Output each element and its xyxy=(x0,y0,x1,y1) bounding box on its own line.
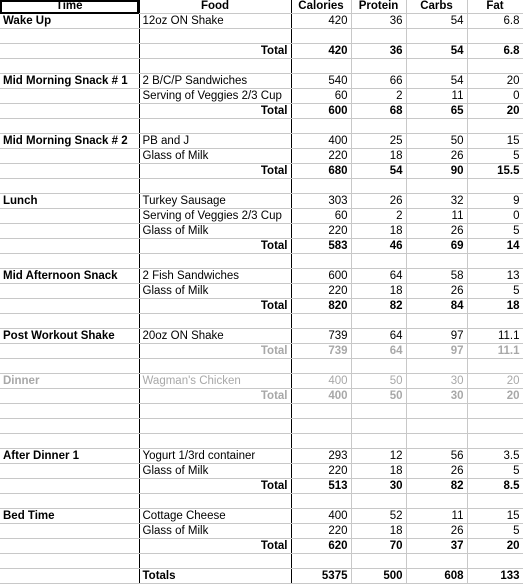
cell-carbs[interactable]: 26 xyxy=(406,284,467,299)
cell-calories[interactable]: 220 xyxy=(291,464,351,479)
cell-fat[interactable]: 15 xyxy=(467,509,523,524)
cell-fat[interactable] xyxy=(467,119,523,134)
cell-protein[interactable]: 18 xyxy=(351,464,406,479)
cell-calories[interactable] xyxy=(291,119,351,134)
cell-food[interactable]: Total xyxy=(139,389,291,404)
cell-calories[interactable] xyxy=(291,434,351,449)
cell-time[interactable] xyxy=(0,524,139,539)
cell-fat[interactable] xyxy=(467,419,523,434)
cell-food[interactable]: Total xyxy=(139,44,291,59)
table-row xyxy=(0,509,523,524)
cell-fat[interactable]: 15.5 xyxy=(467,164,523,179)
cell-carbs[interactable] xyxy=(406,404,467,419)
cell-calories[interactable]: 820 xyxy=(291,299,351,314)
cell-carbs[interactable]: 26 xyxy=(406,464,467,479)
cell-protein[interactable]: 2 xyxy=(351,209,406,224)
cell-calories[interactable]: 583 xyxy=(291,239,351,254)
cell-fat[interactable]: 20 xyxy=(467,539,523,554)
table-row xyxy=(0,434,523,449)
header-cell-food[interactable]: Food xyxy=(139,0,291,14)
cell-calories[interactable]: 220 xyxy=(291,524,351,539)
cell-time[interactable] xyxy=(0,44,139,59)
cell-carbs[interactable]: 30 xyxy=(406,389,467,404)
cell-carbs[interactable] xyxy=(406,254,467,269)
cell-protein[interactable]: 64 xyxy=(351,269,406,284)
cell-fat[interactable] xyxy=(467,434,523,449)
cell-protein[interactable]: 36 xyxy=(351,44,406,59)
cell-calories[interactable]: 220 xyxy=(291,149,351,164)
cell-food[interactable] xyxy=(139,314,291,329)
header-cell-calories[interactable]: Calories xyxy=(291,0,351,14)
cell-time[interactable] xyxy=(0,149,139,164)
cell-protein[interactable] xyxy=(351,314,406,329)
cell-protein[interactable] xyxy=(351,494,406,509)
table-row xyxy=(0,254,523,269)
cell-time[interactable]: Wake Up xyxy=(0,14,139,29)
cell-food[interactable] xyxy=(139,419,291,434)
cell-carbs[interactable] xyxy=(406,314,467,329)
table-row xyxy=(0,224,523,239)
cell-carbs[interactable] xyxy=(406,359,467,374)
cell-protein[interactable]: 64 xyxy=(351,329,406,344)
cell-time[interactable] xyxy=(0,539,139,554)
cell-calories[interactable]: 600 xyxy=(291,104,351,119)
cell-carbs[interactable] xyxy=(406,29,467,44)
cell-carbs[interactable]: 97 xyxy=(406,344,467,359)
cell-fat[interactable] xyxy=(467,494,523,509)
cell-protein[interactable]: 18 xyxy=(351,149,406,164)
table-row xyxy=(0,449,523,464)
grand-total-row xyxy=(0,569,523,584)
cell-calories[interactable] xyxy=(291,404,351,419)
cell-carbs[interactable]: 26 xyxy=(406,224,467,239)
cell-time[interactable] xyxy=(0,119,139,134)
cell-protein[interactable] xyxy=(351,554,406,569)
cell-food[interactable]: Glass of Milk xyxy=(139,524,291,539)
cell-protein[interactable] xyxy=(351,359,406,374)
cell-time[interactable] xyxy=(0,479,139,494)
cell-carbs[interactable]: 11 xyxy=(406,89,467,104)
cell-carbs[interactable]: 30 xyxy=(406,374,467,389)
cell-calories[interactable]: 420 xyxy=(291,14,351,29)
total-row xyxy=(0,344,523,359)
cell-protein[interactable] xyxy=(351,254,406,269)
cell-calories[interactable] xyxy=(291,494,351,509)
cell-calories[interactable]: 303 xyxy=(291,194,351,209)
cell-fat[interactable]: 5 xyxy=(467,149,523,164)
cell-time[interactable]: Lunch xyxy=(0,194,139,209)
header-row xyxy=(0,0,523,14)
cell-carbs[interactable]: 32 xyxy=(406,194,467,209)
cell-food[interactable] xyxy=(139,29,291,44)
cell-calories[interactable]: 680 xyxy=(291,164,351,179)
cell-time[interactable] xyxy=(0,299,139,314)
cell-calories[interactable]: 60 xyxy=(291,209,351,224)
cell-carbs[interactable]: 11 xyxy=(406,509,467,524)
cell-fat[interactable]: 14 xyxy=(467,239,523,254)
cell-fat[interactable]: 0 xyxy=(467,209,523,224)
cell-fat[interactable]: 20 xyxy=(467,104,523,119)
cell-food[interactable]: Total xyxy=(139,539,291,554)
header-cell-fat[interactable]: Fat xyxy=(467,0,523,14)
cell-protein[interactable]: 70 xyxy=(351,539,406,554)
cell-food[interactable] xyxy=(139,59,291,74)
cell-food[interactable]: Total xyxy=(139,299,291,314)
cell-fat[interactable]: 11.1 xyxy=(467,344,523,359)
cell-food[interactable]: Wagman's Chicken xyxy=(139,374,291,389)
cell-calories[interactable] xyxy=(291,359,351,374)
cell-protein[interactable]: 500 xyxy=(351,569,406,584)
table-row xyxy=(0,149,523,164)
cell-calories[interactable]: 293 xyxy=(291,449,351,464)
cell-carbs[interactable]: 56 xyxy=(406,449,467,464)
cell-fat[interactable]: 5 xyxy=(467,464,523,479)
total-row xyxy=(0,389,523,404)
cell-fat[interactable] xyxy=(467,314,523,329)
cell-protein[interactable] xyxy=(351,404,406,419)
cell-food[interactable]: Serving of Veggies 2/3 Cup xyxy=(139,89,291,104)
cell-food[interactable]: Total xyxy=(139,479,291,494)
cell-fat[interactable] xyxy=(467,359,523,374)
cell-carbs[interactable] xyxy=(406,494,467,509)
total-row xyxy=(0,44,523,59)
cell-fat[interactable]: 0 xyxy=(467,89,523,104)
cell-calories[interactable]: 400 xyxy=(291,389,351,404)
cell-food[interactable] xyxy=(139,119,291,134)
cell-carbs[interactable] xyxy=(406,419,467,434)
cell-food[interactable] xyxy=(139,359,291,374)
cell-fat[interactable]: 20 xyxy=(467,389,523,404)
cell-fat[interactable]: 5 xyxy=(467,224,523,239)
cell-protein[interactable]: 30 xyxy=(351,479,406,494)
cell-carbs[interactable] xyxy=(406,434,467,449)
cell-carbs[interactable] xyxy=(406,119,467,134)
cell-fat[interactable]: 13 xyxy=(467,269,523,284)
cell-calories[interactable]: 420 xyxy=(291,44,351,59)
cell-carbs[interactable]: 54 xyxy=(406,74,467,89)
cell-protein[interactable]: 18 xyxy=(351,524,406,539)
cell-food[interactable]: Total xyxy=(139,164,291,179)
cell-carbs[interactable] xyxy=(406,179,467,194)
table-row xyxy=(0,554,523,569)
cell-fat[interactable] xyxy=(467,404,523,419)
cell-calories[interactable]: 220 xyxy=(291,284,351,299)
cell-fat[interactable]: 20 xyxy=(467,374,523,389)
cell-carbs[interactable] xyxy=(406,59,467,74)
table-row xyxy=(0,74,523,89)
cell-calories[interactable] xyxy=(291,419,351,434)
cell-fat[interactable]: 133 xyxy=(467,569,523,584)
cell-time[interactable] xyxy=(0,224,139,239)
cell-food[interactable]: Totals xyxy=(139,569,291,584)
cell-food[interactable]: Glass of Milk xyxy=(139,224,291,239)
cell-time[interactable] xyxy=(0,89,139,104)
cell-calories[interactable] xyxy=(291,59,351,74)
cell-food[interactable] xyxy=(139,179,291,194)
table-row xyxy=(0,179,523,194)
total-row xyxy=(0,539,523,554)
cell-protein[interactable] xyxy=(351,119,406,134)
cell-food[interactable]: Glass of Milk xyxy=(139,149,291,164)
cell-time[interactable] xyxy=(0,239,139,254)
cell-protein[interactable]: 25 xyxy=(351,134,406,149)
cell-calories[interactable]: 600 xyxy=(291,269,351,284)
cell-fat[interactable] xyxy=(467,254,523,269)
cell-food[interactable]: Turkey Sausage xyxy=(139,194,291,209)
cell-protein[interactable] xyxy=(351,434,406,449)
table-row xyxy=(0,29,523,44)
cell-calories[interactable]: 540 xyxy=(291,74,351,89)
cell-fat[interactable]: 9 xyxy=(467,194,523,209)
cell-carbs[interactable]: 50 xyxy=(406,134,467,149)
cell-food[interactable]: Cottage Cheese xyxy=(139,509,291,524)
cell-time[interactable]: Dinner xyxy=(0,374,139,389)
cell-protein[interactable] xyxy=(351,59,406,74)
cell-protein[interactable]: 18 xyxy=(351,224,406,239)
cell-protein[interactable] xyxy=(351,29,406,44)
cell-time[interactable] xyxy=(0,344,139,359)
cell-time[interactable] xyxy=(0,494,139,509)
cell-calories[interactable] xyxy=(291,254,351,269)
header-cell-carbs[interactable]: Carbs xyxy=(406,0,467,14)
cell-protein[interactable]: 18 xyxy=(351,284,406,299)
cell-fat[interactable]: 5 xyxy=(467,284,523,299)
cell-food[interactable] xyxy=(139,254,291,269)
cell-fat[interactable]: 8.5 xyxy=(467,479,523,494)
cell-protein[interactable]: 54 xyxy=(351,164,406,179)
cell-calories[interactable] xyxy=(291,314,351,329)
table-row xyxy=(0,134,523,149)
cell-carbs[interactable]: 65 xyxy=(406,104,467,119)
cell-carbs[interactable]: 54 xyxy=(406,44,467,59)
cell-calories[interactable]: 5375 xyxy=(291,569,351,584)
cell-calories[interactable]: 620 xyxy=(291,539,351,554)
table-row xyxy=(0,419,523,434)
cell-food[interactable] xyxy=(139,554,291,569)
cell-fat[interactable]: 6.8 xyxy=(467,14,523,29)
cell-time[interactable]: After Dinner 1 xyxy=(0,449,139,464)
cell-carbs[interactable] xyxy=(406,554,467,569)
total-row xyxy=(0,164,523,179)
cell-food[interactable]: Glass of Milk xyxy=(139,284,291,299)
table-row xyxy=(0,314,523,329)
cell-protein[interactable]: 50 xyxy=(351,389,406,404)
cell-fat[interactable] xyxy=(467,554,523,569)
cell-calories[interactable]: 220 xyxy=(291,224,351,239)
cell-protein[interactable] xyxy=(351,419,406,434)
cell-carbs[interactable]: 11 xyxy=(406,209,467,224)
cell-time[interactable] xyxy=(0,464,139,479)
cell-protein[interactable]: 50 xyxy=(351,374,406,389)
cell-time[interactable] xyxy=(0,359,139,374)
cell-fat[interactable]: 3.5 xyxy=(467,449,523,464)
total-row xyxy=(0,104,523,119)
cell-food[interactable] xyxy=(139,404,291,419)
cell-food[interactable] xyxy=(139,434,291,449)
cell-time[interactable] xyxy=(0,59,139,74)
cell-protein[interactable]: 52 xyxy=(351,509,406,524)
cell-time[interactable] xyxy=(0,179,139,194)
cell-carbs[interactable]: 26 xyxy=(406,149,467,164)
cell-time[interactable] xyxy=(0,404,139,419)
table-row xyxy=(0,194,523,209)
cell-time[interactable] xyxy=(0,29,139,44)
header-cell-protein[interactable]: Protein xyxy=(351,0,406,14)
table-row xyxy=(0,284,523,299)
cell-carbs[interactable]: 97 xyxy=(406,329,467,344)
cell-calories[interactable]: 739 xyxy=(291,344,351,359)
cell-time[interactable] xyxy=(0,419,139,434)
cell-calories[interactable]: 400 xyxy=(291,134,351,149)
cell-carbs[interactable]: 54 xyxy=(406,14,467,29)
cell-time[interactable] xyxy=(0,284,139,299)
cell-carbs[interactable]: 58 xyxy=(406,269,467,284)
cell-food[interactable]: PB and J xyxy=(139,134,291,149)
cell-carbs[interactable]: 26 xyxy=(406,524,467,539)
cell-time[interactable]: Mid Afternoon Snack xyxy=(0,269,139,284)
cell-time[interactable] xyxy=(0,434,139,449)
cell-fat[interactable] xyxy=(467,59,523,74)
table-row xyxy=(0,89,523,104)
cell-time[interactable]: Post Workout Shake xyxy=(0,329,139,344)
cell-food[interactable]: Glass of Milk xyxy=(139,464,291,479)
cell-fat[interactable]: 15 xyxy=(467,134,523,149)
table-row xyxy=(0,329,523,344)
table-row xyxy=(0,59,523,74)
cell-time[interactable]: Mid Morning Snack # 2 xyxy=(0,134,139,149)
cell-food[interactable]: Total xyxy=(139,104,291,119)
cell-protein[interactable]: 36 xyxy=(351,14,406,29)
cell-carbs[interactable]: 37 xyxy=(406,539,467,554)
cell-calories[interactable]: 739 xyxy=(291,329,351,344)
total-row xyxy=(0,239,523,254)
table-row xyxy=(0,14,523,29)
cell-protein[interactable]: 2 xyxy=(351,89,406,104)
header-cell-time[interactable]: Time xyxy=(0,0,139,14)
cell-fat[interactable]: 11.1 xyxy=(467,329,523,344)
cell-food[interactable] xyxy=(139,494,291,509)
cell-time[interactable] xyxy=(0,254,139,269)
cell-time[interactable] xyxy=(0,389,139,404)
cell-fat[interactable]: 18 xyxy=(467,299,523,314)
cell-food[interactable]: Serving of Veggies 2/3 Cup xyxy=(139,209,291,224)
table-row xyxy=(0,209,523,224)
total-row xyxy=(0,299,523,314)
table-row xyxy=(0,464,523,479)
cell-time[interactable] xyxy=(0,314,139,329)
cell-food[interactable]: 2 B/C/P Sandwiches xyxy=(139,74,291,89)
cell-fat[interactable] xyxy=(467,29,523,44)
cell-calories[interactable]: 400 xyxy=(291,374,351,389)
cell-calories[interactable] xyxy=(291,179,351,194)
cell-fat[interactable] xyxy=(467,179,523,194)
cell-time[interactable] xyxy=(0,554,139,569)
cell-time[interactable]: Mid Morning Snack # 1 xyxy=(0,74,139,89)
cell-food[interactable]: 20oz ON Shake xyxy=(139,329,291,344)
cell-time[interactable] xyxy=(0,104,139,119)
cell-calories[interactable] xyxy=(291,554,351,569)
cell-carbs[interactable]: 82 xyxy=(406,479,467,494)
table-row xyxy=(0,494,523,509)
cell-calories[interactable]: 60 xyxy=(291,89,351,104)
cell-food[interactable]: 12oz ON Shake xyxy=(139,14,291,29)
cell-protein[interactable]: 66 xyxy=(351,74,406,89)
cell-carbs[interactable]: 69 xyxy=(406,239,467,254)
cell-protein[interactable]: 68 xyxy=(351,104,406,119)
cell-protein[interactable] xyxy=(351,179,406,194)
cell-food[interactable]: Total xyxy=(139,344,291,359)
cell-calories[interactable]: 400 xyxy=(291,509,351,524)
cell-fat[interactable]: 6.8 xyxy=(467,44,523,59)
table-row xyxy=(0,269,523,284)
cell-protein[interactable]: 82 xyxy=(351,299,406,314)
cell-time[interactable]: Bed Time xyxy=(0,509,139,524)
cell-food[interactable]: Total xyxy=(139,239,291,254)
total-row xyxy=(0,479,523,494)
cell-food[interactable]: Yogurt 1/3rd container xyxy=(139,449,291,464)
cell-fat[interactable]: 5 xyxy=(467,524,523,539)
cell-carbs[interactable]: 84 xyxy=(406,299,467,314)
cell-food[interactable]: 2 Fish Sandwiches xyxy=(139,269,291,284)
cell-carbs[interactable]: 608 xyxy=(406,569,467,584)
cell-carbs[interactable]: 90 xyxy=(406,164,467,179)
cell-calories[interactable]: 513 xyxy=(291,479,351,494)
cell-protein[interactable]: 64 xyxy=(351,344,406,359)
cell-calories[interactable] xyxy=(291,29,351,44)
cell-protein[interactable]: 26 xyxy=(351,194,406,209)
cell-time[interactable] xyxy=(0,209,139,224)
cell-time[interactable] xyxy=(0,164,139,179)
table-row xyxy=(0,374,523,389)
table-row xyxy=(0,359,523,374)
cell-fat[interactable]: 20 xyxy=(467,74,523,89)
cell-protein[interactable]: 12 xyxy=(351,449,406,464)
table-row xyxy=(0,524,523,539)
cell-protein[interactable]: 46 xyxy=(351,239,406,254)
cell-time[interactable] xyxy=(0,569,139,584)
table-row xyxy=(0,404,523,419)
table-row xyxy=(0,119,523,134)
